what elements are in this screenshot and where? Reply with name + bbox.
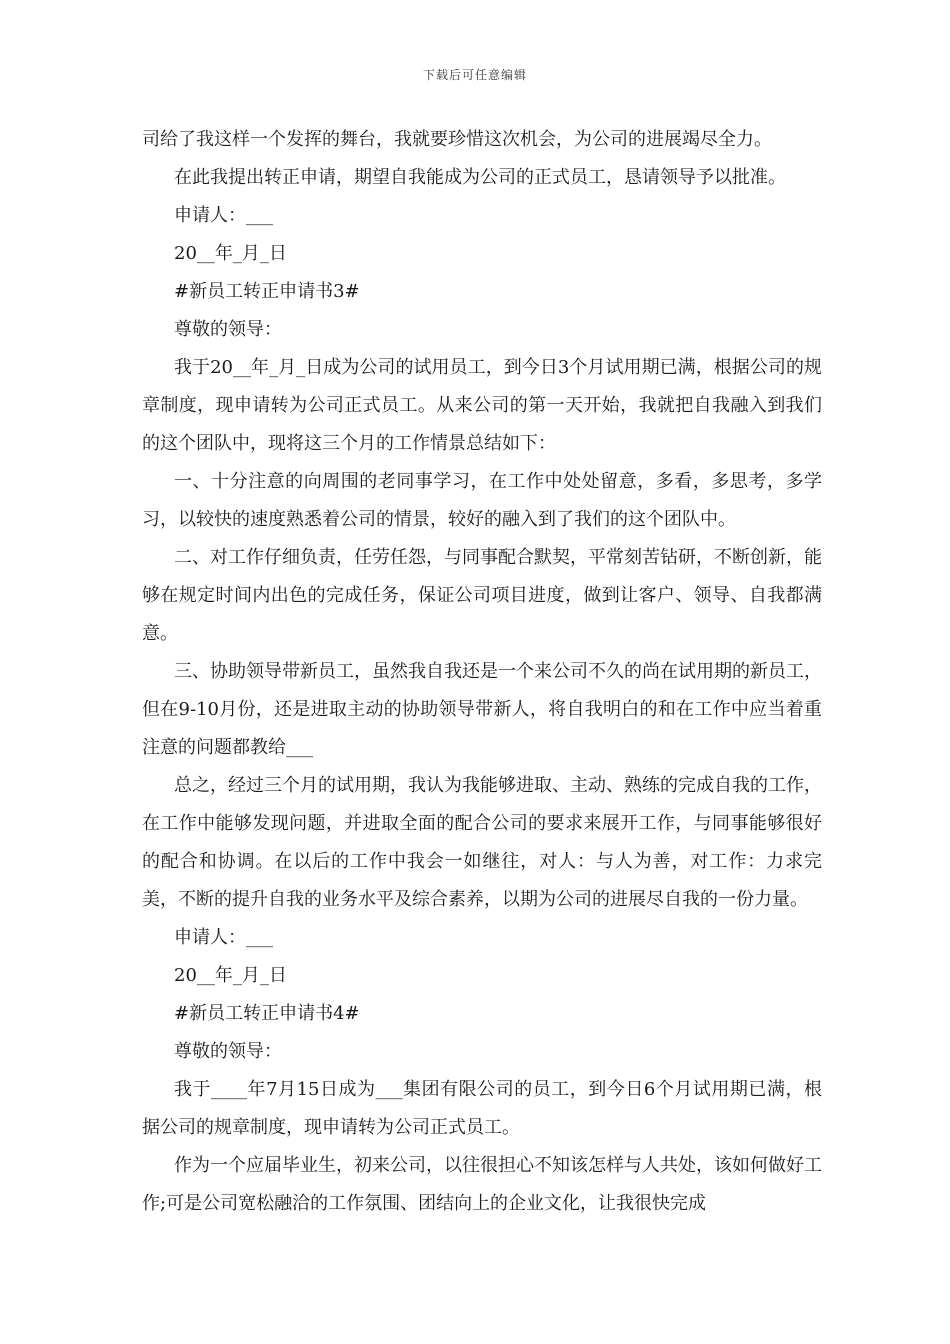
paragraph-point-3: 三、协助领导带新员工，虽然我自我还是一个来公司不久的尚在试用期的新员工，但在9-10月份，还是进取主动的协助领导带新人，将自我明白的和在工作中应当着重注意的问题都教给___ (142, 661, 822, 758)
paragraph-point-2: 二、对工作仔细负责，任劳任怨，与同事配合默契，平常刻苦钻研，不断创新，能够在规定时间内出色的完成任务，保证公司项目进度，做到让客户、领导、自我都满意。 (142, 547, 822, 644)
applicant-line: 申请人：___ (174, 927, 273, 948)
paragraph-summary: 总之，经过三个月的试用期，我认为我能够进取、主动、熟练的完成自我的工作，在工作中能够发现问题，并进取全面的配合公司的要求来展开工作，与同事能够很好的配合和协调。在以后的工作中我会一如继往，对人：与人为善，对工作：力求完美，不断的提升自我的业务水平及综合素养，以期为公司的进展尽自我的一份力量。 (142, 775, 822, 910)
page-header: 下载后可任意编辑 (422, 68, 527, 82)
section-title-4: #新员工转正申请书4# (174, 1003, 360, 1024)
paragraph-point-1: 一、十分注意的向周围的老同事学习，在工作中处处留意，多看，多思考，多学习，以较快的速度熟悉着公司的情景，较好的融入到了我们的这个团队中。 (142, 471, 822, 530)
salutation: 尊敬的领导： (174, 1041, 282, 1062)
paragraph-graduate: 作为一个应届毕业生，初来公司，以往很担心不知该怎样与人共处，该如何做好工作;可是公司宽松融洽的工作氛围、团结向上的企业文化，让我很快完成 (142, 1155, 822, 1214)
applicant-line: 申请人：___ (174, 205, 273, 226)
document-body (142, 121, 822, 1223)
date-line: 20__年_月_日 (174, 965, 287, 986)
date-line: 20__年_月_日 (174, 243, 287, 264)
paragraph-continuation: 司给了我这样一个发挥的舞台，我就要珍惜这次机会，为公司的进展竭尽全力。 (142, 129, 772, 150)
section-title-3: #新员工转正申请书3# (174, 281, 360, 302)
salutation: 尊敬的领导： (174, 319, 282, 340)
paragraph-request: 在此我提出转正申请，期望自我能成为公司的正式员工，恳请领导予以批准。 (174, 167, 786, 188)
paragraph-intro: 我于20__年_月_日成为公司的试用员工，到今日3个月试用期已满，根据公司的规章制度，现申请转为公司正式员工。从来公司的第一天开始，我就把自我融入到我们的这个团队中，现将这三个月的工作情景总结如下： (142, 357, 822, 454)
paragraph-intro-4: 我于____年7月15日成为___集团有限公司的员工，到今日6个月试用期已满，根据公司的规章制度，现申请转为公司正式员工。 (142, 1079, 822, 1138)
